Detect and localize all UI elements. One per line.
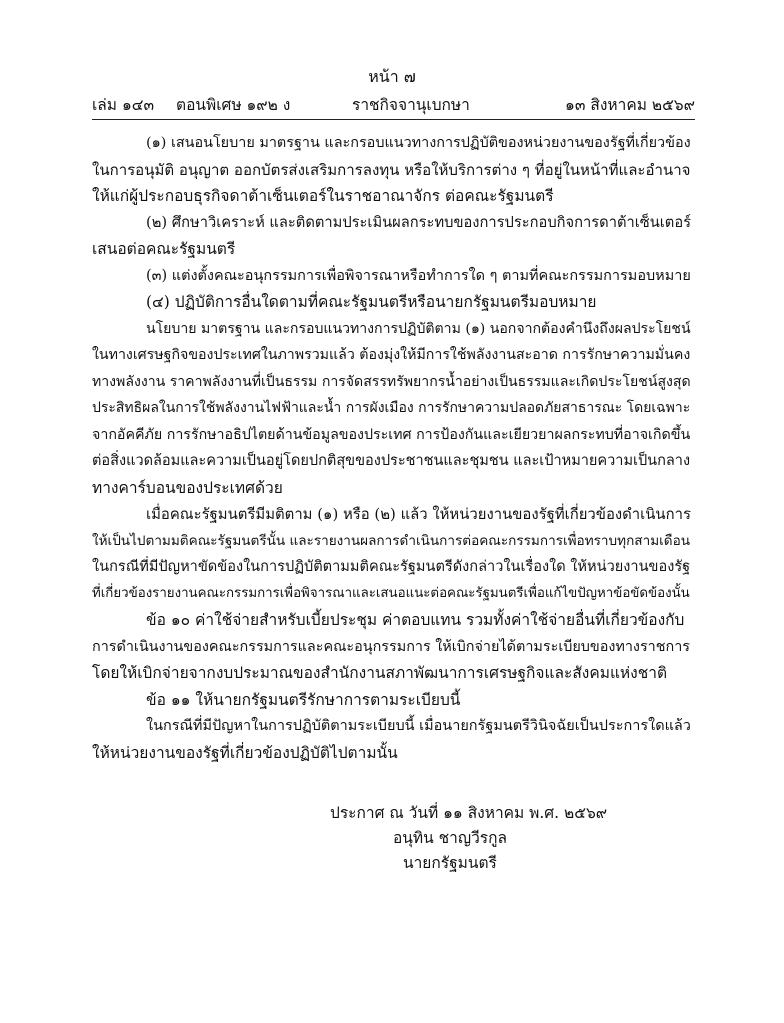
text-line: การดำเนินงานของคณะกรรมการและคณะอนุกรรมการ ให้เบิกจ่ายได้ตามระเบียบของทางราชการ	[92, 638, 690, 655]
text-line: ข้อ ๑๑ ให้นายกรัฐมนตรีรักษาการตามระเบียบนี้	[146, 690, 461, 709]
text-line: ให้หน่วยงานของรัฐที่เกี่ยวข้องปฏิบัติไปตามนั้น	[92, 743, 398, 762]
text-line: (๑) เสนอนโยบาย มาตรฐาน และกรอบแนวทางการปฏิบัติของหน่วยงานของรัฐที่เกี่ยวข้อง	[146, 135, 691, 151]
text-line: นโยบาย มาตรฐาน และกรอบแนวทางการปฏิบัติตาม (๑) นอกจากต้องคำนึงถึงผลประโยชน์	[146, 320, 691, 337]
header-volume: เล่ม ๑๔๓	[92, 96, 155, 114]
text-line: ที่เกี่ยวข้องรายงานคณะกรรมการเพื่อพิจารณาและเสนอแนะต่อคณะรัฐมนตรีเพื่อแก้ไขปัญหาข้อขัดข้องนั้น	[92, 585, 690, 601]
text-line: ในกรณีที่มีปัญหาขัดข้องในการปฏิบัติตามมติคณะรัฐมนตรีดังกล่าวในเรื่องใด ให้หน่วยงานของรัฐ	[92, 558, 691, 575]
header-gazette-name: ราชกิจจานุเบกษา	[352, 96, 470, 114]
text-line: ให้เป็นไปตามมติคณะรัฐมนตรีนั้น และรายงานผลการดำเนินการต่อคณะกรรมการเพื่อทราบทุกสามเดือน	[92, 532, 691, 549]
document-body	[92, 130, 695, 766]
text-line: เสนอต่อคณะรัฐมนตรี	[92, 240, 236, 258]
text-line: ในการอนุมัติ อนุญาต ออกบัตรส่งเสริมการลงทุน หรือให้บริการต่าง ๆ ที่อยู่ในหน้าที่และอำนาจ	[92, 160, 691, 179]
text-line: ทางพลังงาน ราคาพลังงานที่เป็นธรรม การจัดสรรทรัพยากรน้ำอย่างเป็นธรรมและเกิดประโยชน์สูงสุด	[92, 373, 691, 390]
text-line: ทางคาร์บอนของประเทศด้วย	[92, 478, 283, 497]
header-issue: ตอนพิเศษ ๑๙๒ ง	[176, 96, 291, 114]
text-line: ในกรณีที่มีปัญหาในการปฏิบัติตามระเบียบนี้ เมื่อนายกรัฐมนตรีวินิจฉัยเป็นประการใดแล้ว	[146, 718, 691, 734]
text-line: ต่อสิ่งแวดล้อมและความเป็นอยู่โดยปกติสุขของประชาชนและชุมชน และเป้าหมายความเป็นกลาง	[92, 453, 691, 469]
page-number: หน้า ๗	[368, 67, 416, 86]
text-line: (๒) ศึกษาวิเคราะห์ และติดตามประเมินผลกระทบของการประกอบกิจการดาต้าเซ็นเตอร์	[146, 213, 692, 231]
text-line: ประสิทธิผลในการใช้พลังงานไฟฟ้าและน้ำ การผังเมือง การรักษาความปลอดภัยสาธารณะ โดยเฉพาะ	[92, 400, 691, 416]
text-line: โดยให้เบิกจ่ายจากงบประมาณของสำนักงานสภาพัฒนาการเศรษฐกิจและสังคมแห่งชาติ	[92, 664, 668, 682]
signatory-title: นายกรัฐมนตรี	[403, 854, 497, 872]
header-date: ๑๓ สิงหาคม ๒๕๖๙	[565, 96, 695, 114]
text-line: จากอัคคีภัย การรักษาอธิปไตยด้านข้อมูลของประเทศ การป้องกันและเยียวยาผลกระทบที่อาจเกิดขึ้น	[92, 426, 691, 443]
text-line: (๓) แต่งตั้งคณะอนุกรรมการเพื่อพิจารณาหรือทำการใด ๆ ตามที่คณะกรรมการมอบหมาย	[146, 267, 691, 284]
text-line: ให้แก่ผู้ประกอบธุรกิจดาต้าเซ็นเตอร์ในราชอาณาจักร ต่อคณะรัฐมนตรี	[92, 187, 554, 205]
text-line: เมื่อคณะรัฐมนตรีมีมติตาม (๑) หรือ (๒) แล้ว ให้หน่วยงานของรัฐที่เกี่ยวข้องดำเนินการ	[146, 505, 691, 523]
text-line: ข้อ ๑๐ ค่าใช้จ่ายสำหรับเบี้ยประชุม ค่าตอบแทน รวมทั้งค่าใช้จ่ายอื่นที่เกี่ยวข้องกับ	[146, 611, 685, 629]
header-rule	[92, 119, 695, 120]
announcement-date: ประกาศ ณ วันที่ ๑๑ สิงหาคม พ.ศ. ๒๕๖๙	[330, 804, 608, 822]
text-line: ในทางเศรษฐกิจของประเทศในภาพรวมแล้ว ต้องมุ่งให้มีการใช้พลังงานสะอาด การรักษาความมั่นคง	[92, 347, 691, 363]
text-line: (๔) ปฏิบัติการอื่นใดตามที่คณะรัฐมนตรีหรือนายกรัฐมนตรีมอบหมาย	[146, 293, 597, 311]
gazette-header	[92, 94, 695, 116]
signatory-name: อนุทิน ชาญวีรกูล	[393, 829, 507, 847]
